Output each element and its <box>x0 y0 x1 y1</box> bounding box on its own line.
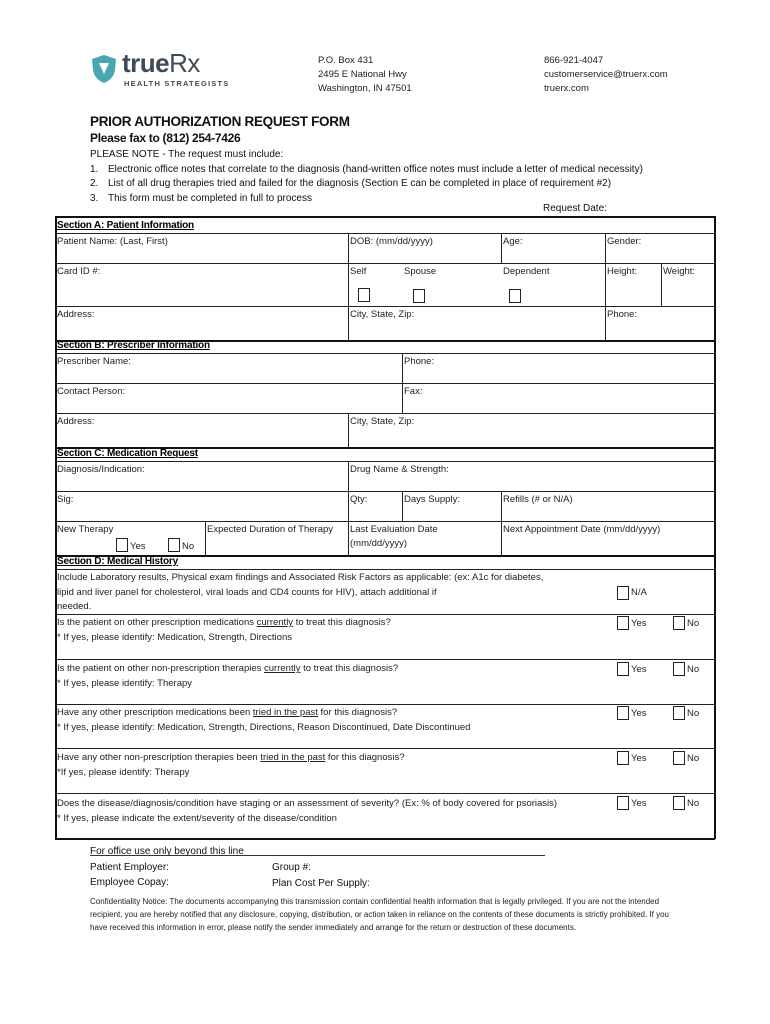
lab-na-label: N/A <box>631 587 647 598</box>
qty-field[interactable]: Qty: <box>350 494 368 505</box>
gender-field[interactable]: Gender: <box>607 236 642 247</box>
current-nonrx-no-label: No <box>687 664 700 675</box>
prescriber-name-field[interactable]: Prescriber Name: <box>57 356 131 367</box>
prescriber-fax-field[interactable]: Fax: <box>404 386 423 397</box>
patient-employer-field[interactable]: Patient Employer: <box>90 861 169 873</box>
question-current-nonrx: Is the patient on other non-prescription therapies currently to treat this diagnosis? * If yes, please identify: Therapy <box>57 663 399 689</box>
notes-intro: PLEASE NOTE - The request must include: <box>90 149 284 160</box>
plan-cost-field[interactable]: Plan Cost Per Supply: <box>272 877 370 889</box>
prescriber-address-field[interactable]: Address: <box>57 416 95 427</box>
patient-city-state-zip-field[interactable]: City, State, Zip: <box>350 309 415 320</box>
past-nonrx-yes-checkbox[interactable] <box>617 751 629 765</box>
severity-no-label: No <box>687 798 700 809</box>
past-nonrx-no-checkbox[interactable] <box>673 751 685 765</box>
expected-duration-field[interactable]: Expected Duration of Therapy <box>207 524 334 535</box>
past-rx-yes-label: Yes <box>631 708 647 719</box>
office-use-col2 <box>272 860 370 891</box>
contact-phone: 866-921-4047 <box>544 55 604 66</box>
dependent-checkbox[interactable] <box>509 289 521 303</box>
question-current-rx: Is the patient on other prescription medications currently to treat this diagnosis? * If yes, please identify: Medication, Strength, Directions <box>57 617 391 643</box>
prescriber-city-state-zip-field[interactable]: City, State, Zip: <box>350 416 415 427</box>
note-item: 2. List of all drug therapies tried and failed for the diagnosis (Section E can be completed in place of requirement #2) <box>90 178 612 189</box>
logo-wordmark: trueRx <box>122 48 200 78</box>
office-use-divider <box>90 855 545 856</box>
contact-email[interactable]: customerservice@truerx.com <box>544 69 668 80</box>
diagnosis-field[interactable]: Diagnosis/Indication: <box>57 464 145 475</box>
question-past-nonrx: Have any other non-prescription therapies been tried in the past for this diagnosis? *If yes, please identify: Therapy <box>57 752 405 778</box>
spouse-checkbox[interactable] <box>413 289 425 303</box>
current-rx-no-label: No <box>687 618 700 629</box>
height-field[interactable]: Height: <box>607 266 638 277</box>
age-field[interactable]: Age: <box>503 236 523 247</box>
section-d-title: Section D: Medical History <box>57 556 178 567</box>
address-line: 2495 E National Hwy <box>318 69 407 80</box>
group-number-field[interactable]: Group #: <box>272 862 311 873</box>
office-use-title: For office use only beyond this line <box>90 846 244 857</box>
lab-na-checkbox[interactable] <box>617 586 629 600</box>
card-id-field[interactable]: Card ID #: <box>57 266 101 277</box>
spouse-label: Spouse <box>404 266 437 277</box>
current-nonrx-yes-checkbox[interactable] <box>617 662 629 676</box>
new-therapy-no-label: No <box>182 541 195 552</box>
past-rx-yes-checkbox[interactable] <box>617 706 629 720</box>
self-checkbox[interactable] <box>358 288 370 302</box>
severity-yes-checkbox[interactable] <box>617 796 629 810</box>
patient-address-field[interactable]: Address: <box>57 309 95 320</box>
request-date-label: Request Date: <box>543 203 607 214</box>
severity-yes-label: Yes <box>631 798 647 809</box>
section-a-title: Section A: Patient Information <box>57 220 194 231</box>
current-nonrx-no-checkbox[interactable] <box>673 662 685 676</box>
note-item: 3. This form must be completed in full to process <box>90 192 312 204</box>
new-therapy-no-checkbox[interactable] <box>168 538 180 552</box>
question-severity: Does the disease/diagnosis/condition have staging or an assessment of severity? (Ex: % of body covered for psoriasis) * If yes, please indicate the extent/severity of the disease/condition <box>57 798 558 824</box>
shield-icon <box>90 54 118 84</box>
past-nonrx-yes-label: Yes <box>631 753 647 764</box>
employee-copay-field[interactable]: Employee Copay: <box>90 877 169 888</box>
past-rx-no-checkbox[interactable] <box>673 706 685 720</box>
requirements-notes <box>90 148 710 206</box>
current-nonrx-yes-label: Yes <box>631 664 647 675</box>
question-past-rx: Have any other prescription medications been tried in the past for this diagnosis? * If yes, please identify: Medication, Strength, Directions, Reason Discontinued, Date Discontinued <box>57 707 471 733</box>
patient-phone-field[interactable]: Phone: <box>607 309 638 320</box>
mailing-address <box>318 54 412 96</box>
new-therapy-yes-checkbox[interactable] <box>116 538 128 552</box>
severity-no-checkbox[interactable] <box>673 796 685 810</box>
sig-field[interactable]: Sig: <box>57 494 74 505</box>
current-rx-yes-label: Yes <box>631 618 647 629</box>
weight-field[interactable]: Weight: <box>663 266 696 277</box>
fax-instruction: Please fax to (812) 254-7426 <box>90 131 241 145</box>
note-item: 1. Electronic office notes that correlate to the diagnosis (hand-written office notes must include a letter of medical necessity) <box>90 163 643 175</box>
address-line: P.O. Box 431 <box>318 55 374 66</box>
refills-field[interactable]: Refills (# or N/A) <box>503 494 573 505</box>
section-c-title: Section C: Medication Request <box>57 448 198 459</box>
contact-website[interactable]: truerx.com <box>544 83 589 94</box>
contact-info <box>544 54 668 96</box>
logo-tagline: HEALTH STRATEGISTS <box>124 79 230 88</box>
section-b-title: Section B: Prescriber Information <box>57 340 210 351</box>
next-appointment-field[interactable]: Next Appointment Date (mm/dd/yyyy) <box>503 524 661 535</box>
current-rx-yes-checkbox[interactable] <box>617 616 629 630</box>
dependent-label: Dependent <box>503 266 550 277</box>
office-use-section <box>90 844 244 891</box>
address-line: Washington, IN 47501 <box>318 83 412 94</box>
past-rx-no-label: No <box>687 708 700 719</box>
prescriber-phone-field[interactable]: Phone: <box>404 356 435 367</box>
lab-results-instruction: Include Laboratory results, Physical exam findings and Associated Risk Factors as applicable: (ex: A1c for diabetes, lipid and liver panel for cholesterol, viral loads and CD4 counts for HIV), attach additional if needed. <box>57 572 544 612</box>
self-label: Self <box>350 266 367 277</box>
drug-name-field[interactable]: Drug Name & Strength: <box>350 464 449 475</box>
past-nonrx-no-label: No <box>687 753 700 764</box>
truerx-logo <box>90 48 230 92</box>
last-evaluation-format: (mm/dd/yyyy) <box>350 538 407 549</box>
current-rx-no-checkbox[interactable] <box>673 616 685 630</box>
new-therapy-label: New Therapy <box>57 524 114 535</box>
new-therapy-yes-label: Yes <box>130 541 146 552</box>
days-supply-field[interactable]: Days Supply: <box>404 494 460 505</box>
dob-field[interactable]: DOB: (mm/dd/yyyy) <box>350 236 433 247</box>
last-evaluation-date-field[interactable]: Last Evaluation Date <box>350 524 438 535</box>
contact-person-field[interactable]: Contact Person: <box>57 386 126 397</box>
form-grid <box>55 216 715 841</box>
confidentiality-notice: Confidentiality Notice: The documents accompanying this transmission contain confidential health information that is legally privileged. If you are not the intended recipient, you are hereby notified that any disclosure, copying, distribution, or action taken in reliance on the contents of these documents is strictly prohibited. If you have received this information in error, please notify the sender immediately and arrange for the return or destruction of these documents. <box>90 897 669 932</box>
form-title: PRIOR AUTHORIZATION REQUEST FORM <box>90 114 350 129</box>
patient-name-field[interactable]: Patient Name: (Last, First) <box>57 236 168 247</box>
